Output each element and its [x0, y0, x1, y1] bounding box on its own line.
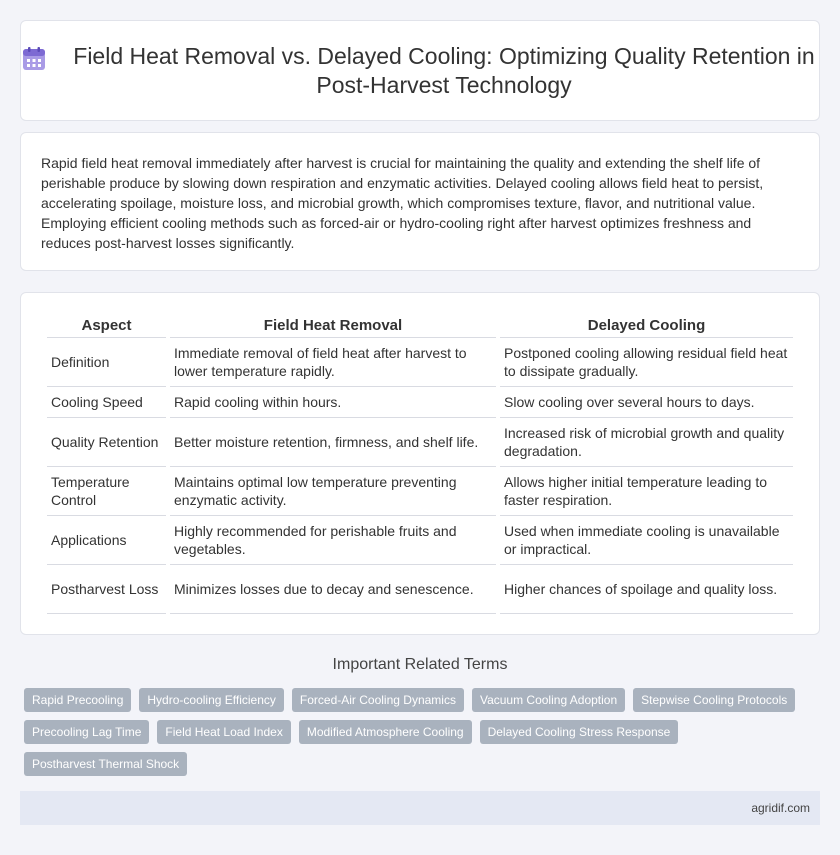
field-heat-removal-cell: Immediate removal of field heat after harvest to lower temperature rapidly.: [170, 338, 496, 387]
field-heat-removal-cell: Better moisture retention, firmness, and shelf life.: [170, 418, 496, 467]
aspect-cell: Postharvest Loss: [47, 565, 166, 614]
aspect-cell: Temperature Control: [47, 467, 166, 516]
aspect-cell: Quality Retention: [47, 418, 166, 467]
related-term-tag[interactable]: Forced-Air Cooling Dynamics: [292, 688, 464, 712]
table-header-row: [47, 309, 793, 338]
delayed-cooling-cell: Postponed cooling allowing residual field heat to dissipate gradually.: [500, 338, 793, 387]
related-term-tag[interactable]: Delayed Cooling Stress Response: [480, 720, 679, 744]
calendar-icon: [21, 46, 47, 72]
related-term-tag[interactable]: Modified Atmosphere Cooling: [299, 720, 472, 744]
related-term-tag[interactable]: Precooling Lag Time: [24, 720, 149, 744]
aspect-cell: Definition: [47, 338, 166, 387]
aspect-cell: Cooling Speed: [47, 387, 166, 418]
delayed-cooling-cell: Used when immediate cooling is unavailable or impractical.: [500, 516, 793, 565]
related-term-tag[interactable]: Field Heat Load Index: [157, 720, 290, 744]
related-term-tag[interactable]: Vacuum Cooling Adoption: [472, 688, 625, 712]
related-term-tag[interactable]: Hydro-cooling Efficiency: [139, 688, 284, 712]
comparison-table: [43, 309, 797, 614]
header-aspect: Aspect: [47, 309, 166, 338]
table-row: [47, 338, 793, 387]
table-row: [47, 467, 793, 516]
field-heat-removal-cell: Rapid cooling within hours.: [170, 387, 496, 418]
field-heat-removal-cell: Minimizes losses due to decay and senescence.: [170, 565, 496, 614]
header-delayed-cooling: Delayed Cooling: [500, 309, 793, 338]
delayed-cooling-cell: Increased risk of microbial growth and quality degradation.: [500, 418, 793, 467]
footer: [20, 791, 820, 825]
intro-card: [20, 132, 820, 271]
header-field-heat-removal: Field Heat Removal: [170, 309, 496, 338]
intro-paragraph: Rapid field heat removal immediately after harvest is crucial for maintaining the quality and extending the shelf life of perishable produce by slowing down respiration and enzymatic activities. Delayed cooling allows field heat to persist, accelerating spoilage, moisture loss, and microbial growth, which compromises texture, flavor, and nutritional value. Employing efficient cooling methods such as forced-air or hydro-cooling right after harvest optimizes freshness and reduces post-harvest losses significantly.: [41, 155, 764, 251]
field-heat-removal-cell: Maintains optimal low temperature preventing enzymatic activity.: [170, 467, 496, 516]
related-term-tag[interactable]: Stepwise Cooling Protocols: [633, 688, 795, 712]
title-card: [20, 20, 820, 121]
aspect-cell: Applications: [47, 516, 166, 565]
footer-site-link[interactable]: agridif.com: [751, 801, 810, 815]
delayed-cooling-cell: Higher chances of spoilage and quality loss.: [500, 565, 793, 614]
table-row: [47, 516, 793, 565]
related-term-tag[interactable]: Rapid Precooling: [24, 688, 131, 712]
related-terms-heading: Important Related Terms: [332, 656, 508, 673]
related-term-tag[interactable]: Postharvest Thermal Shock: [24, 752, 187, 776]
delayed-cooling-cell: Allows higher initial temperature leading to faster respiration.: [500, 467, 793, 516]
table-row: [47, 387, 793, 418]
title-wrap: [21, 42, 819, 100]
page-title: Field Heat Removal vs. Delayed Cooling: Optimizing Quality Retention in Post-Harvest Technology: [73, 42, 815, 98]
field-heat-removal-cell: Highly recommended for perishable fruits and vegetables.: [170, 516, 496, 565]
table-row: [47, 418, 793, 467]
delayed-cooling-cell: Slow cooling over several hours to days.: [500, 387, 793, 418]
related-terms-list: [24, 688, 804, 784]
comparison-card: [20, 292, 820, 635]
table-row: [47, 565, 793, 614]
